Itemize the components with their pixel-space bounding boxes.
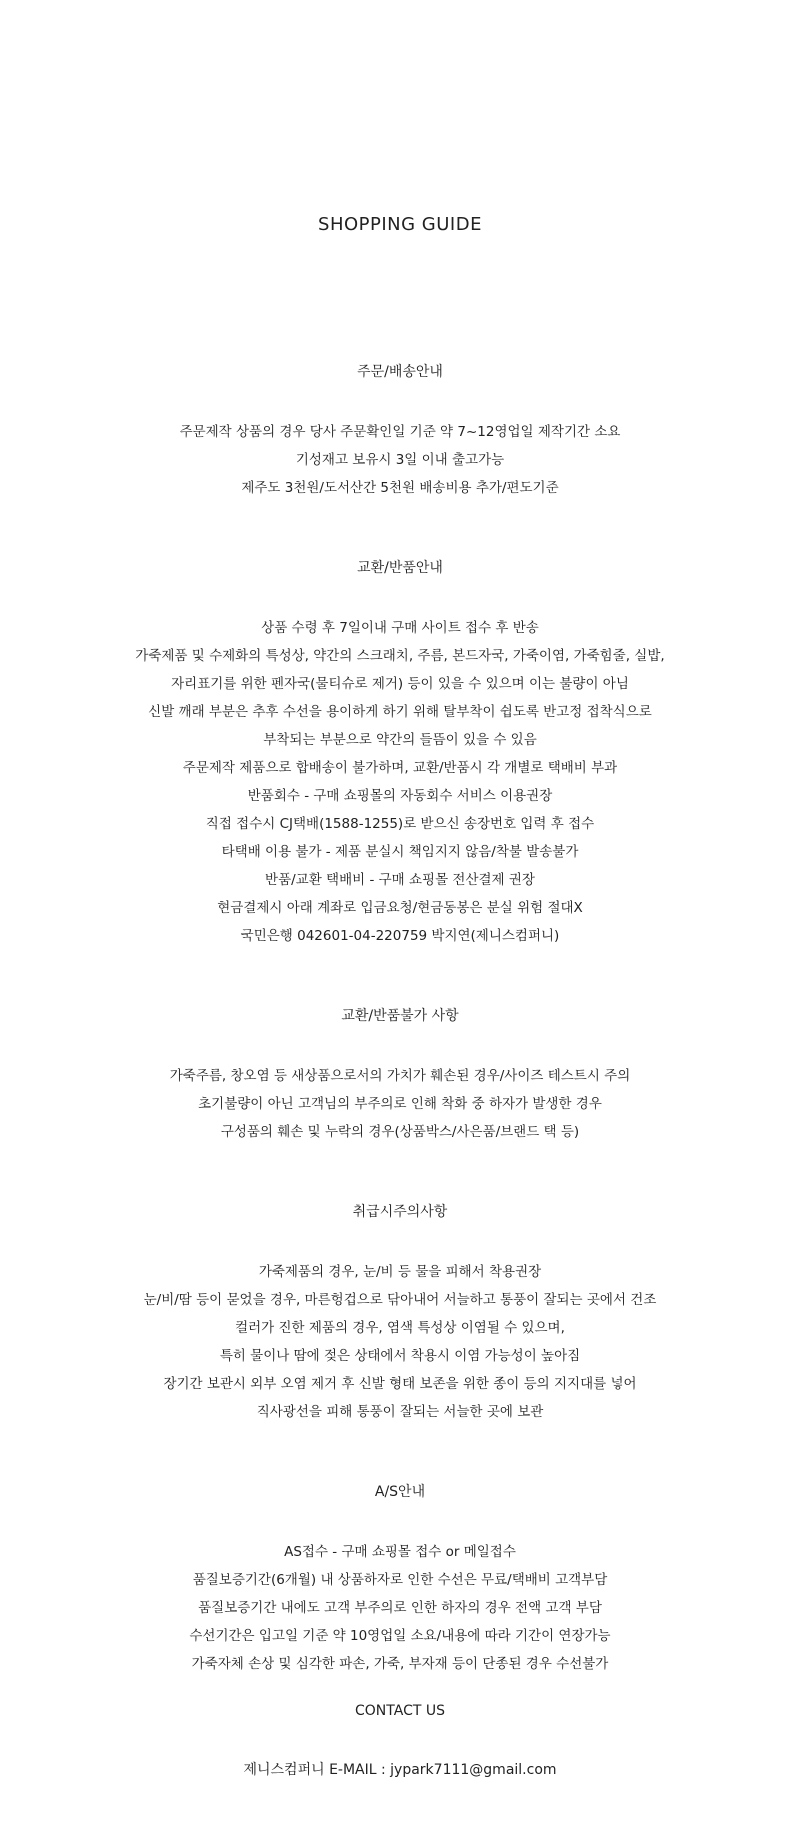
guide-line: 수선기간은 입고일 기준 약 10영업일 소요/내용에 따라 기간이 연장가능 bbox=[189, 1628, 611, 1644]
section-order-shipping bbox=[0, 362, 800, 502]
guide-line: 장기간 보관시 외부 오염 제거 후 신발 형태 보존을 위한 종이 등의 지지대를 넣어 bbox=[163, 1376, 637, 1392]
section-heading: A/S안내 bbox=[374, 1484, 426, 1500]
guide-line: 반품회수 - 구매 쇼핑몰의 자동회수 서비스 이용권장 bbox=[247, 788, 553, 804]
section-lines bbox=[0, 1538, 800, 1678]
guide-line: 기성재고 보유시 3일 이내 출고가능 bbox=[295, 452, 505, 468]
guide-line: 신발 깨래 부분은 추후 수선을 용이하게 하기 위해 탈부착이 쉽도록 반고정 접착식으로 bbox=[148, 704, 652, 720]
contact-title: CONTACT US bbox=[355, 1703, 445, 1719]
section-heading: 교환/반품불가 사항 bbox=[341, 1008, 459, 1024]
section-lines bbox=[0, 418, 800, 502]
guide-line: 주문제작 제품으로 합배송이 불가하며, 교환/반품시 각 개별로 택배비 부과 bbox=[182, 760, 618, 776]
section-exchange-return bbox=[0, 558, 800, 950]
guide-line: 초기불량이 아닌 고객님의 부주의로 인해 착화 중 하자가 발생한 경우 bbox=[198, 1096, 602, 1112]
guide-line: 가죽제품 및 수제화의 특성상, 약간의 스크래치, 주름, 본드자국, 가죽이염, 가죽힘줄, 실밥, bbox=[135, 648, 665, 664]
section-lines bbox=[0, 614, 800, 950]
guide-line: 컬러가 진한 제품의 경우, 염색 특성상 이염될 수 있으며, bbox=[235, 1320, 565, 1336]
section-heading: 주문/배송안내 bbox=[357, 364, 443, 380]
contact-email[interactable]: 제니스컴퍼니 E-MAIL : jypark7111@gmail.com bbox=[243, 1762, 557, 1778]
guide-line: 현금결제시 아래 계좌로 입금요청/현금동봉은 분실 위험 절대X bbox=[217, 900, 583, 916]
guide-line: 눈/비/땀 등이 묻었을 경우, 마른헝겁으로 닦아내어 서늘하고 통풍이 잘되는 곳에서 건조 bbox=[143, 1292, 657, 1308]
guide-line: 반품/교환 택배비 - 구매 쇼핑몰 전산결제 권장 bbox=[265, 872, 535, 888]
guide-line: 타택배 이용 불가 - 제품 분실시 책임지지 않음/착불 발송불가 bbox=[221, 844, 579, 860]
guide-line: 특히 물이나 땀에 젖은 상태에서 착용시 이염 가능성이 높아짐 bbox=[219, 1348, 581, 1364]
guide-line: 직접 접수시 CJ택배(1588-1255)로 받으신 송장번호 입력 후 접수 bbox=[205, 816, 595, 832]
section-non-returnable bbox=[0, 1006, 800, 1146]
guide-line: 품질보증기간 내에도 고객 부주의로 인한 하자의 경우 전액 고객 부담 bbox=[198, 1600, 602, 1616]
page-title: SHOPPING GUIDE bbox=[318, 214, 482, 235]
guide-line: 제주도 3천원/도서산간 5천원 배송비용 추가/편도기준 bbox=[241, 480, 559, 496]
guide-line: 가죽주름, 창오염 등 새상품으로서의 가치가 훼손된 경우/사이즈 테스트시 주의 bbox=[169, 1068, 631, 1084]
section-handling-precautions bbox=[0, 1202, 800, 1426]
guide-line: 품질보증기간(6개월) 내 상품하자로 인한 수선은 무료/택배비 고객부담 bbox=[192, 1572, 608, 1588]
section-after-service bbox=[0, 1482, 800, 1678]
guide-line: 구성품의 훼손 및 누락의 경우(상품박스/사은품/브랜드 택 등) bbox=[220, 1124, 580, 1140]
guide-line: 부착되는 부분으로 약간의 들뜸이 있을 수 있음 bbox=[263, 732, 537, 748]
guide-line: 자리표기를 위한 펜자국(물티슈로 제거) 등이 있을 수 있으며 이는 불량이 아님 bbox=[171, 676, 629, 692]
guide-line: AS접수 - 구매 쇼핑몰 접수 or 메일접수 bbox=[284, 1544, 516, 1560]
guide-line: 주문제작 상품의 경우 당사 주문확인일 기준 약 7~12영업일 제작기간 소요 bbox=[179, 424, 621, 440]
guide-line: 가죽자체 손상 및 심각한 파손, 가죽, 부자재 등이 단종된 경우 수선불가 bbox=[191, 1656, 609, 1672]
guide-line: 직사광선을 피해 통풍이 잘되는 서늘한 곳에 보관 bbox=[256, 1404, 544, 1420]
section-lines bbox=[0, 1062, 800, 1146]
section-lines bbox=[0, 1258, 800, 1426]
guide-line: 상품 수령 후 7일이내 구매 사이트 접수 후 반송 bbox=[261, 620, 539, 636]
section-heading: 취급시주의사항 bbox=[352, 1204, 448, 1220]
guide-line: 가죽제품의 경우, 눈/비 등 물을 피해서 착용권장 bbox=[258, 1264, 542, 1280]
section-heading: 교환/반품안내 bbox=[357, 560, 443, 576]
guide-line: 국민은행 042601-04-220759 박지연(제니스컴퍼니) bbox=[240, 928, 560, 944]
